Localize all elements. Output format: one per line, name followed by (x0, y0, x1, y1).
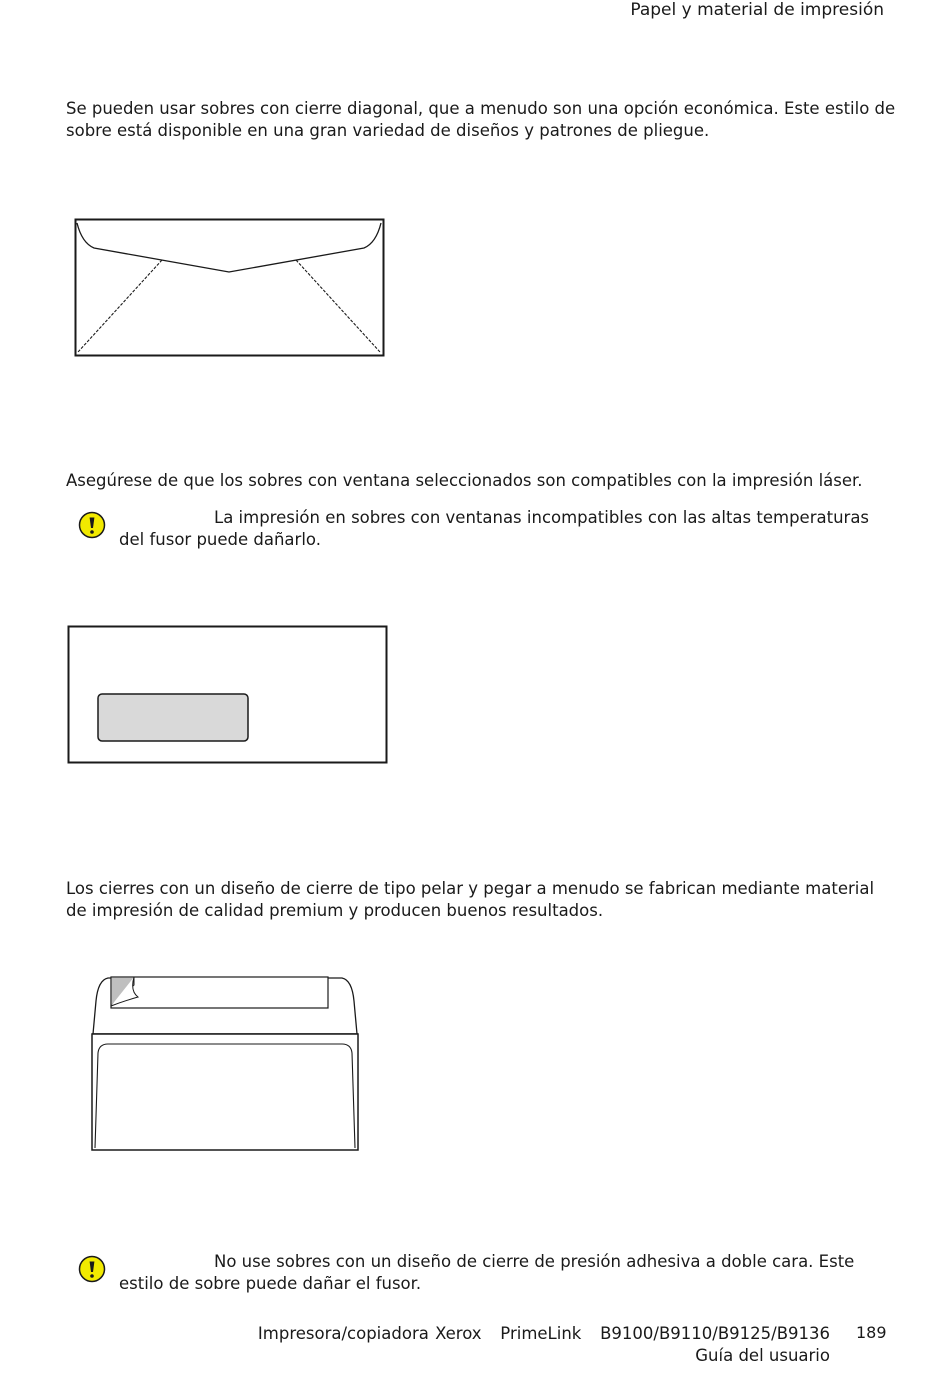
peel-stick-envelope-illustration (90, 975, 360, 1153)
page-number: 189 (856, 1323, 887, 1342)
diagonal-seam-envelope-illustration (74, 218, 386, 358)
paragraph-peel-stick-envelopes: Los cierres con un diseño de cierre de tipo pelar y pegar a menudo se fabrican mediante material de impresión de calidad premium y producen buenos resultados. (66, 879, 875, 920)
paragraph-diagonal-envelopes: Se pueden usar sobres con cierre diagonal, que a menudo son una opción económica. Este estilo de sobre está disponible en una gran variedad de diseños y patrones de pliegue. (66, 99, 896, 140)
footer-product-name: Impresora/copiadora Xerox PrimeLink B9100/B9110/B9125/B9136 (257, 1324, 830, 1343)
caution-text-window-envelopes: La impresión en sobres con ventanas incompatibles con las altas temperaturas del fusor puede dañarlo. (119, 508, 870, 549)
paragraph-window-envelopes: Asegúrese de que los sobres con ventana seleccionados son compatibles con la impresión láser. (66, 471, 863, 490)
caution-exclamation-icon (78, 1255, 106, 1283)
caution-text-adhesive-envelopes: No use sobres con un diseño de cierre de presión adhesiva a doble cara. Este estilo de sobre puede dañar el fusor. (119, 1252, 855, 1293)
caution-exclamation-icon (78, 511, 106, 539)
window-envelope-illustration (67, 625, 389, 765)
footer-guide-title: Guía del usuario (695, 1346, 830, 1365)
page-header-section-title: Papel y material de impresión (630, 0, 884, 20)
